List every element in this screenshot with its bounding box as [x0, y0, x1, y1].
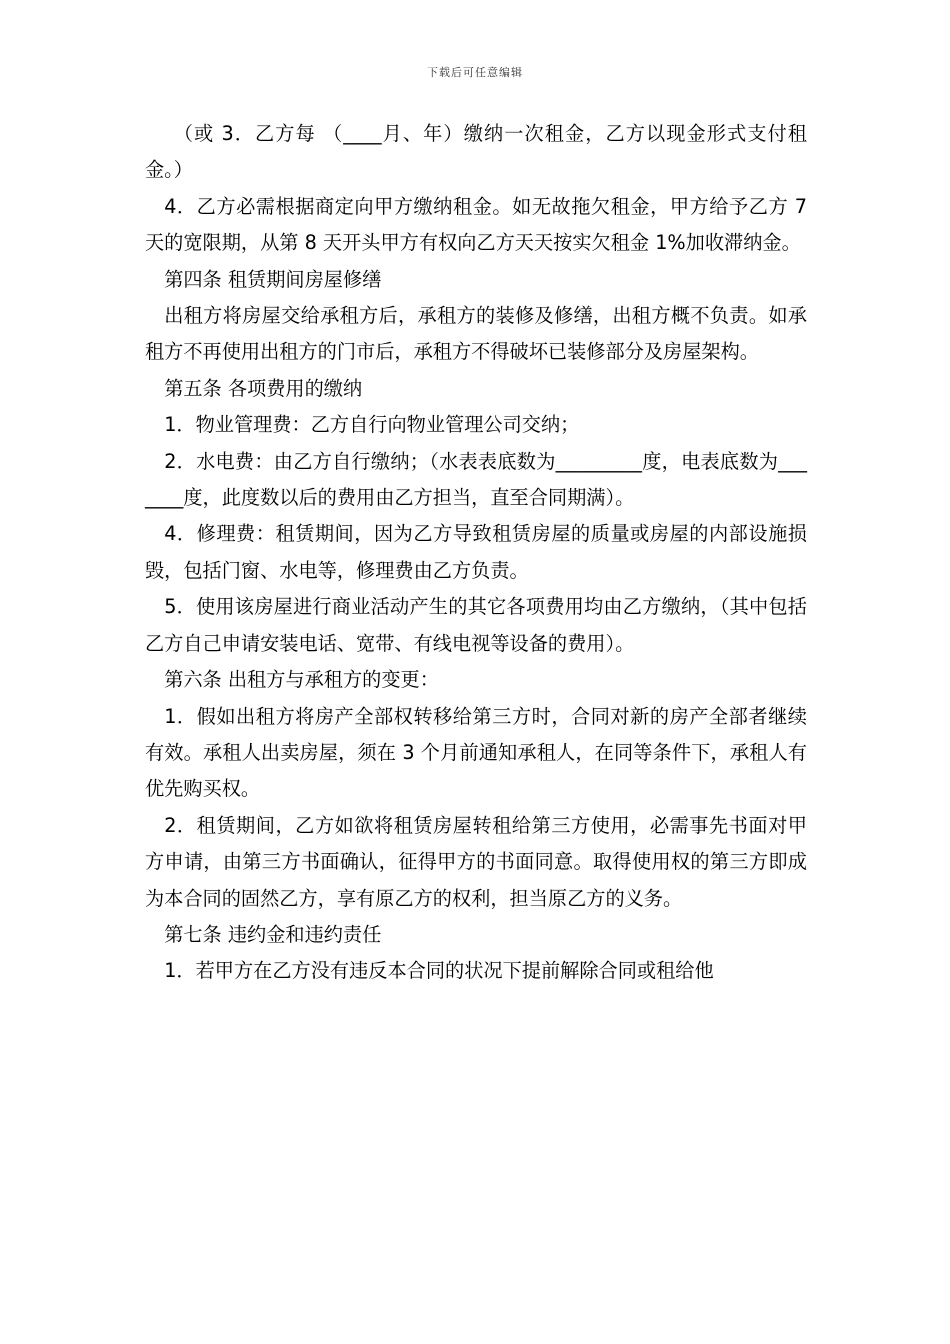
article-5-title: 第五条 各项费用的缴纳: [164, 376, 363, 400]
paragraph-fee-1: 1．物业管理费：乙方自行向物业管理公司交纳；: [164, 413, 580, 437]
paragraph-rent-option-3: （或 3．乙方每 （____月、年）缴纳一次租金，乙方以现金形式支付租金。）: [145, 122, 807, 182]
paragraph-rent-clause-4: 4．乙方必需根据商定向甲方缴纳租金。如无故拖欠租金，甲方给予乙方 7 天的宽限期，从第 8 天开头甲方有权向乙方天天按实欠租金 1%加收滞纳金。: [145, 194, 807, 255]
paragraph-fee-5: 5．使用该房屋进行商业活动产生的其它各项费用均由乙方缴纳，（其中包括乙方自己申请安装电话、宽带、有线电视等设备的费用）。: [145, 595, 807, 655]
paragraph-fee-4: 4．修理费：租赁期间，因为乙方导致租赁房屋的质量或房屋的内部设施损毁，包括门窗、水电等，修理费由乙方负责。: [145, 522, 807, 582]
paragraph-change-2: 2．租赁期间，乙方如欲将租赁房屋转租给第三方使用，必需事先书面对甲方申请，由第三方书面确认，征得甲方的书面同意。取得使用权的第三方即成为本合同的固然乙方，享有原乙方的权利，担当原乙方的义务。: [145, 813, 807, 910]
paragraph-article-4-body: 出租方将房屋交给承租方后，承租方的装修及修缮，出租方概不负责。如承租方不再使用出租方的门市后，承租方不得破坏已装修部分及房屋架构。: [145, 304, 807, 364]
contract-body: [145, 116, 807, 990]
paragraph-change-1: 1．假如出租方将房产全部权转移给第三方时，合同对新的房产全部者继续有效。承租人出卖房屋，须在 3 个月前通知承租人，在同等条件下，承租人有优先购买权。: [145, 704, 807, 801]
paragraph-fee-2: 2．水电费：由乙方自行缴纳；（水表表底数为_________度，电表底数为_______度，此度数以后的费用由乙方担当，直至合同期满）。: [145, 449, 807, 510]
article-4-title: 第四条 租赁期间房屋修缮: [164, 267, 382, 291]
article-7-title: 第七条 违约金和违约责任: [164, 922, 382, 946]
article-6-title: 第六条 出租方与承租方的变更：: [164, 668, 439, 692]
paragraph-penalty-1: 1．若甲方在乙方没有违反本合同的状况下提前解除合同或租给他: [164, 959, 714, 983]
page-header-note: 下载后可任意编辑: [427, 66, 523, 79]
